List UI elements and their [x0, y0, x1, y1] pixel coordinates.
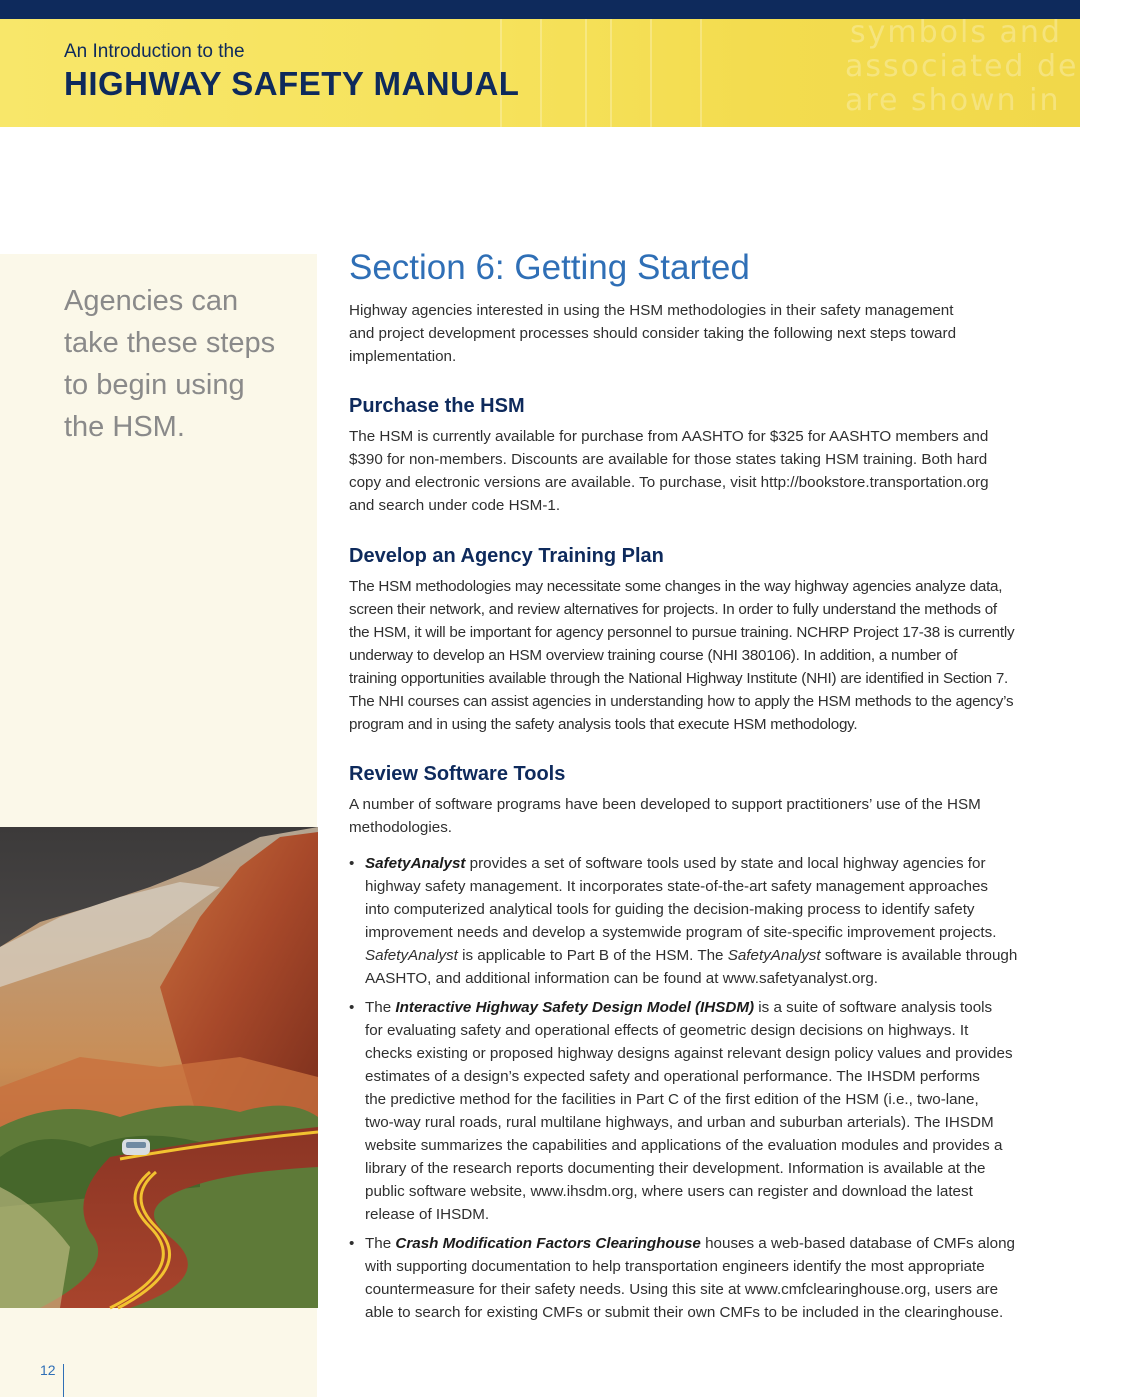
text-run: The: [365, 999, 396, 1016]
canyon-road-photo: [0, 827, 318, 1308]
tool-name: SafetyAnalyst: [727, 947, 821, 964]
software-heading: Review Software Tools: [349, 763, 566, 785]
bullet-icon: •: [349, 855, 355, 872]
body-line: the HSM, it will be important for agency personnel to pursue training. NCHRP Project 17-38 is currently: [349, 624, 1015, 641]
body-line: screen their network, and review alternatives for projects. In order to fully understand the methods of: [349, 601, 997, 618]
list-item-ihsdm: [349, 996, 1019, 1226]
intro-line: Highway agencies interested in using the HSM methodologies in their safety management: [349, 302, 954, 319]
software-intro: [349, 793, 1019, 839]
list-item-safetyanalyst: [349, 852, 1019, 990]
tool-name: SafetyAnalyst: [365, 947, 458, 964]
page-number-rule: [63, 1364, 64, 1397]
banner-ghost-text: are shown in: [845, 83, 1061, 118]
body-line: A number of software programs have been developed to support practitioners’ use of the HSM: [349, 796, 981, 813]
banner-ghost-text: symbols and: [850, 15, 1062, 50]
text-run: provides a set of software tools used by state and local highway agencies for: [465, 855, 986, 872]
body-line: training opportunities available through the National Highway Institute (NHI) are identified in Section 7.: [349, 670, 1009, 687]
pull-quote-line: to begin using: [64, 369, 245, 401]
main-content: [349, 246, 1019, 1324]
bullet-icon: •: [349, 1235, 355, 1252]
body-line: with supporting documentation to help transportation engineers identify the most appropriate: [365, 1258, 985, 1275]
pull-quote-line: Agencies can: [64, 285, 239, 317]
bullet-icon: •: [349, 999, 355, 1016]
body-line: into computerized analytical tools for guiding the decision-making process to identify safety: [365, 901, 975, 918]
body-line: checks existing or proposed highway designs against relevant design policy values and provides: [365, 1045, 1013, 1062]
software-list: [349, 852, 1019, 1324]
banner-ghost-text: associated descr: [845, 49, 1129, 84]
tool-name: Crash Modification Factors Clearinghouse: [395, 1235, 701, 1252]
text-run: houses a web-based database of CMFs along: [700, 1235, 1015, 1252]
text-run: is applicable to Part B of the HSM. The: [457, 947, 728, 964]
purchase-heading: Purchase the HSM: [349, 395, 525, 417]
intro-line: and project development processes should consider taking the following next steps toward: [349, 325, 957, 342]
body-line: improvement needs and develop a systemwide program of site-specific improvement projects.: [365, 924, 997, 941]
body-line: estimates of a design’s expected safety and operational performance. The IHSDM performs: [365, 1068, 980, 1085]
body-line: copy and electronic versions are available. To purchase, visit http://bookstore.transportation.org: [349, 474, 989, 491]
body-line: for evaluating safety and operational effects of geometric design decisions on highways. It: [365, 1022, 969, 1039]
body-line: The NHI courses can assist agencies in understanding how to apply the HSM methods to the agency’s: [349, 693, 1014, 710]
body-line: and search under code HSM-1.: [349, 497, 561, 514]
header-title: HIGHWAY SAFETY MANUAL: [64, 65, 520, 102]
tool-name: SafetyAnalyst: [365, 855, 466, 872]
body-line: the predictive method for the facilities in Part C of the first edition of the HSM (i.e., two-lane,: [365, 1091, 979, 1108]
body-line: website summarizes the capabilities and applications of the evaluation modules and provides a: [365, 1137, 1003, 1154]
body-line: release of IHSDM.: [365, 1206, 490, 1223]
body-line: The HSM is currently available for purchase from AASHTO for $325 for AASHTO members and: [349, 428, 989, 445]
body-line: $390 for non-members. Discounts are available for those states taking HSM training. Both hard: [349, 451, 988, 468]
training-heading: Develop an Agency Training Plan: [349, 545, 664, 567]
body-line: program and in using the safety analysis tools that execute HSM methodology.: [349, 716, 858, 733]
body-line: highway safety management. It incorporates state-of-the-art safety management approaches: [365, 878, 989, 895]
body-line: underway to develop an HSM overview training course (NHI 380106). In addition, a number of: [349, 647, 958, 664]
pull-quote-line: the HSM.: [64, 411, 185, 443]
body-line: methodologies.: [349, 819, 453, 836]
text-run: is a suite of software analysis tools: [754, 999, 993, 1016]
body-line: able to search for existing CMFs or submit their own CMFs to be included in the clearinghouse.: [365, 1304, 1004, 1321]
body-line: The HSM methodologies may necessitate some changes in the way highway agencies analyze data,: [349, 578, 1003, 595]
purchase-body: [349, 425, 1019, 517]
training-body: [349, 575, 1019, 736]
body-line: countermeasure for their safety needs. Using this site at www.cmfclearinghouse.org, users are: [365, 1281, 999, 1298]
body-line: public software website, www.ihsdm.org, where users can register and download the latest: [365, 1183, 973, 1200]
body-line: two-way rural roads, rural multilane highways, and urban and suburban arterials). The IHSDM: [365, 1114, 994, 1131]
section-title: Section 6: Getting Started: [349, 248, 750, 287]
pull-quote: [64, 280, 304, 448]
text-run: The: [365, 1235, 396, 1252]
body-line: library of the research reports documenting their development. Information is available at the: [365, 1160, 986, 1177]
page-number: 12: [40, 1362, 56, 1378]
list-item-cmf-clearinghouse: [349, 1232, 1019, 1324]
canyon-road-illustration: [0, 827, 318, 1308]
intro-line: implementation.: [349, 348, 457, 365]
section-intro: [349, 299, 1019, 368]
header-subtitle: An Introduction to the: [64, 41, 245, 62]
tool-name: Interactive Highway Safety Design Model (IHSDM): [395, 999, 755, 1016]
text-run: software is available through: [820, 947, 1018, 964]
header-banner: [0, 15, 1129, 127]
body-line: AASHTO, and additional information can be found at www.safetyanalyst.org.: [365, 970, 879, 987]
pull-quote-line: take these steps: [64, 327, 276, 359]
